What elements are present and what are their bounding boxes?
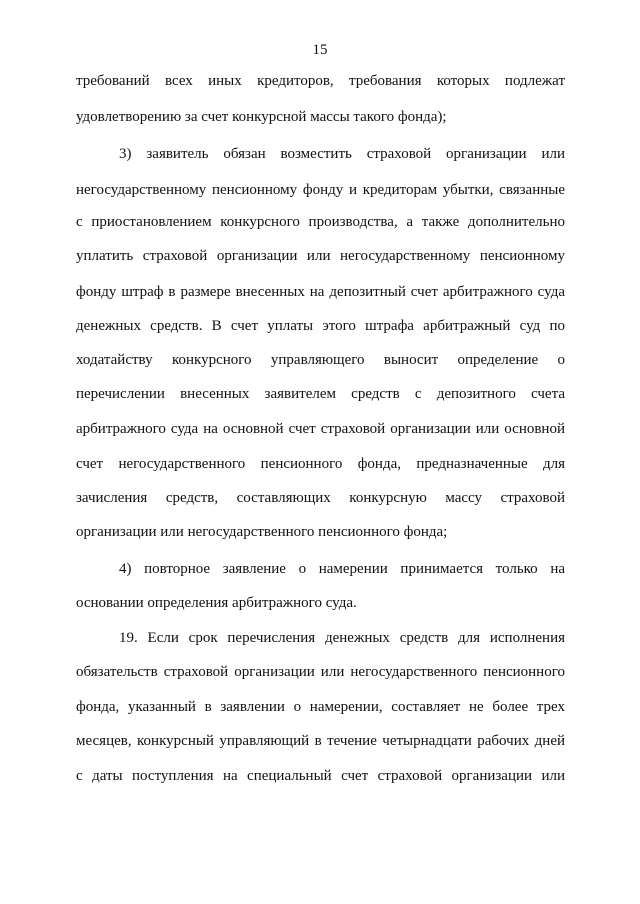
text-line: организации или негосударственного пенсионного фонда; — [76, 524, 448, 540]
text-line: негосударственному пенсионному фонду и кредиторам убытки, связанные — [76, 182, 565, 198]
text-line: ходатайству конкурсного управляющего выносит определение о — [76, 352, 565, 368]
text-line: фонду штраф в размере внесенных на депозитный счет арбитражного суда — [76, 284, 565, 300]
text-line: фонда, указанный в заявлении о намерении, составляет не более трех — [76, 699, 565, 715]
text-line: месяцев, конкурсный управляющий в течение четырнадцати рабочих дней — [76, 733, 565, 749]
text-line: арбитражного суда на основной счет страховой организации или основной — [76, 421, 565, 437]
text-line: уплатить страховой организации или негосударственному пенсионному — [76, 248, 565, 264]
text-line: требований всех иных кредиторов, требования которых подлежат — [76, 73, 565, 89]
text-line: с приостановлением конкурсного производства, а также дополнительно — [76, 214, 565, 230]
text-line: 19. Если срок перечисления денежных средств для исполнения — [119, 630, 565, 646]
text-line: 3) заявитель обязан возместить страховой организации или — [119, 146, 565, 162]
text-line: перечислении внесенных заявителем средств с депозитного счета — [76, 386, 565, 402]
text-line: с даты поступления на специальный счет страховой организации или — [76, 768, 565, 784]
page-number: 15 — [312, 42, 328, 58]
text-line: удовлетворению за счет конкурсной массы такого фонда); — [76, 109, 447, 125]
text-line: зачисления средств, составляющих конкурсную массу страховой — [76, 490, 565, 506]
text-line: денежных средств. В счет уплаты этого штрафа арбитражный суд по — [76, 318, 565, 334]
text-line: обязательств страховой организации или негосударственного пенсионного — [76, 664, 565, 680]
text-line: 4) повторное заявление о намерении принимается только на — [119, 561, 565, 577]
text-line: основании определения арбитражного суда. — [76, 595, 357, 611]
text-line: счет негосударственного пенсионного фонда, предназначенные для — [76, 456, 565, 472]
